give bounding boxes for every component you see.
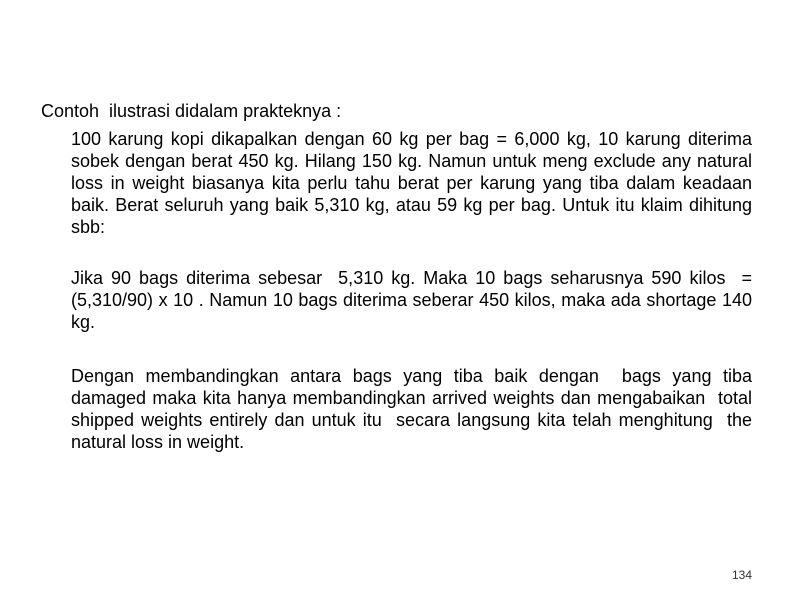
paragraph-natural-loss-note: Dengan membandingkan antara bags yang tiba baik dengan bags yang tiba damaged maka kita hanya membandingkan arrived weights dan mengabaikan total shipped weights entirely dan untuk itu secara langsung kita telah menghitung the natural loss in weight. <box>71 366 763 452</box>
slide-heading: Contoh ilustrasi didalam prakteknya : <box>41 101 342 121</box>
paragraph-example-calculation: 100 karung kopi dikapalkan dengan 60 kg per bag = 6,000 kg, 10 karung diterima sobek dengan berat 450 kg. Hilang 150 kg. Namun untuk meng exclude any natural loss in weight biasanya kita perlu tahu berat per karung yang tiba dalam keadaan baik. Berat seluruh yang baik 5,310 kg, atau 59 kg per bag. Untuk itu klaim dihitung sbb: <box>71 129 758 237</box>
page-number: 134 <box>731 568 752 582</box>
paragraph-shortage-calculation: Jika 90 bags diterima sebesar 5,310 kg. Maka 10 bags seharusnya 590 kilos = (5,310/90) x 10 . Namun 10 bags diterima seberar 450 kilos, maka ada shortage 140 kg. <box>71 268 763 332</box>
